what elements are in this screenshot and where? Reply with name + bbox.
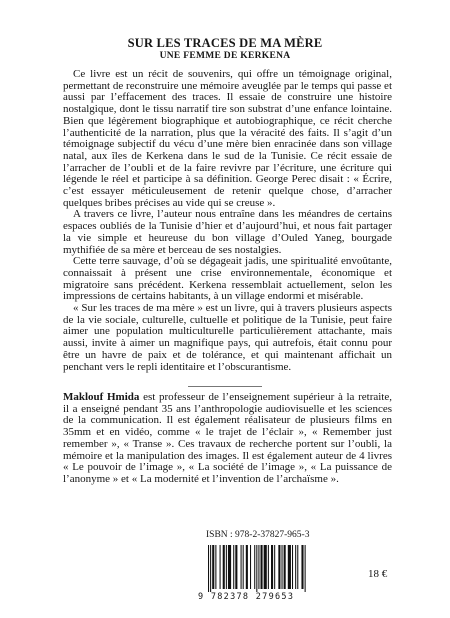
barcode-bar	[295, 545, 296, 589]
author-bio	[63, 392, 392, 486]
price: 18 €	[368, 568, 388, 580]
barcode-bar	[254, 545, 255, 589]
barcode-bar	[226, 545, 227, 589]
barcode-bar	[215, 545, 216, 589]
barcode-bar	[243, 545, 244, 589]
synopsis-paragraph: Ce livre est un récit de souvenirs, qui offre un témoignage original, permettant de reconstruire une mémoire aveuglée par le temps qui passe et aussi par l’effacement des traces. Il essaie de construire une histoire nostalgique, dont le tissu narratif tire son substrat d’une enfance lointaine. Bien que légèrement biographique et autobiographique, ce récit cherche l’authenticité de la narration, plus que la véracité des faits. Il s’agit d’un témoignage subjectif du vécu d’une mère bien enracinée dans son village natal, aux îles de Kerkena dans le sud de la Tunisie. Ce récit essaie de l’arracher de l’oubli et de la faire revivre par l’écriture, une écriture qui légende le réel et participe à sa définition. George Perec disait : « Écrire, c’est essayer méticuleusement de retenir quelque chose, d’arracher quelques bribes précises au vide qui se creuse ».	[63, 68, 392, 209]
barcode-bar	[233, 545, 234, 589]
barcode-bar	[274, 545, 275, 589]
barcode-bar	[212, 545, 214, 589]
barcode-bar	[305, 545, 306, 592]
synopsis-paragraph: A travers ce livre, l’auteur nous entraîne dans les méandres de certains espaces oubliés de la Tunisie d’hier et d’aujourd’hui, et nous fait partager la vie simple et heureuse du bon village d’Ouled Yaneg, bourgade mythifiée de sa mère et berceau de ses nostalgies.	[63, 208, 392, 256]
barcode-bar	[288, 545, 291, 589]
barcode-digits: 9 782378 279653	[198, 592, 295, 602]
barcode-bar	[268, 545, 269, 589]
book-title: SUR LES TRACES DE MA MÈRE	[127, 36, 323, 50]
barcode-bar	[246, 545, 248, 589]
barcode-bar	[264, 545, 267, 589]
author-name: Maklouf Hmida	[63, 391, 140, 403]
barcode-bar	[292, 545, 293, 589]
barcode-bar	[301, 545, 303, 589]
author-bio-paragraph	[63, 392, 392, 486]
isbn: ISBN : 978-2-37827-965-3	[206, 530, 310, 540]
barcode-bar	[241, 545, 242, 589]
synopsis-paragraph: Cette terre sauvage, d’où se dégageait jadis, une spiritualité envoûtante, connaissait à présent une crise environnementale, économique et migratoire sans précédent. Kerkena ressemblait actuellement, selon les impressions de certains habitants, à un village endormi et misérable.	[63, 255, 392, 303]
barcode-bars	[198, 545, 334, 592]
synopsis	[63, 69, 392, 373]
barcode-bar	[261, 545, 263, 589]
barcode-bar	[223, 545, 225, 589]
barcode-bar	[208, 545, 209, 592]
barcode-bar	[297, 545, 298, 589]
divider	[188, 386, 262, 387]
barcode-bar	[228, 545, 231, 589]
barcode-bar	[220, 545, 221, 589]
barcode-bar	[256, 545, 257, 592]
barcode-bar	[282, 545, 283, 589]
barcode-bar	[284, 545, 286, 589]
barcode-bar	[210, 545, 211, 592]
book-subtitle: UNE FEMME DE KERKENA	[159, 51, 291, 61]
synopsis-paragraph: « Sur les traces de ma mère » est un livre, qui à travers plusieurs aspects de la vie sociale, culturelle, cultuelle et politique de la Tunisie, peut faire aimer une population multiculturelle particulièrement attachante, mais aussi, invite à aimer un magnifique pays, qui autrefois, était connu pour être un havre de paix et de tolérance, et qui maintenant affichait un penchant vers le repli identitaire et l’obscurantisme.	[63, 302, 392, 373]
barcode-bar	[235, 545, 237, 589]
barcode-bar	[271, 545, 273, 589]
barcode-bar	[258, 545, 259, 589]
author-bio-text: est professeur de l’enseignement supérieur à la retraite, il a enseigné pendant 35 ans l’anthropologie audiovisuelle et les sciences de la communication. Il est également réalisateur de plusieurs films en 35mm et en vidéo, comme « le trajet de l’éclair », « Remember just remember », « Transe ». Ces travaux de recherche portent sur l’oubli, la mémoire et la manipulation des images. Il est également auteur de 4 livres « Le pouvoir de l’image », « La société de l’image », « La puissance de l’anonyme » et « La modernité et l’invention de l’archaïsme ».	[63, 391, 392, 485]
barcode-bar	[278, 545, 280, 589]
barcode-bar	[250, 545, 251, 589]
